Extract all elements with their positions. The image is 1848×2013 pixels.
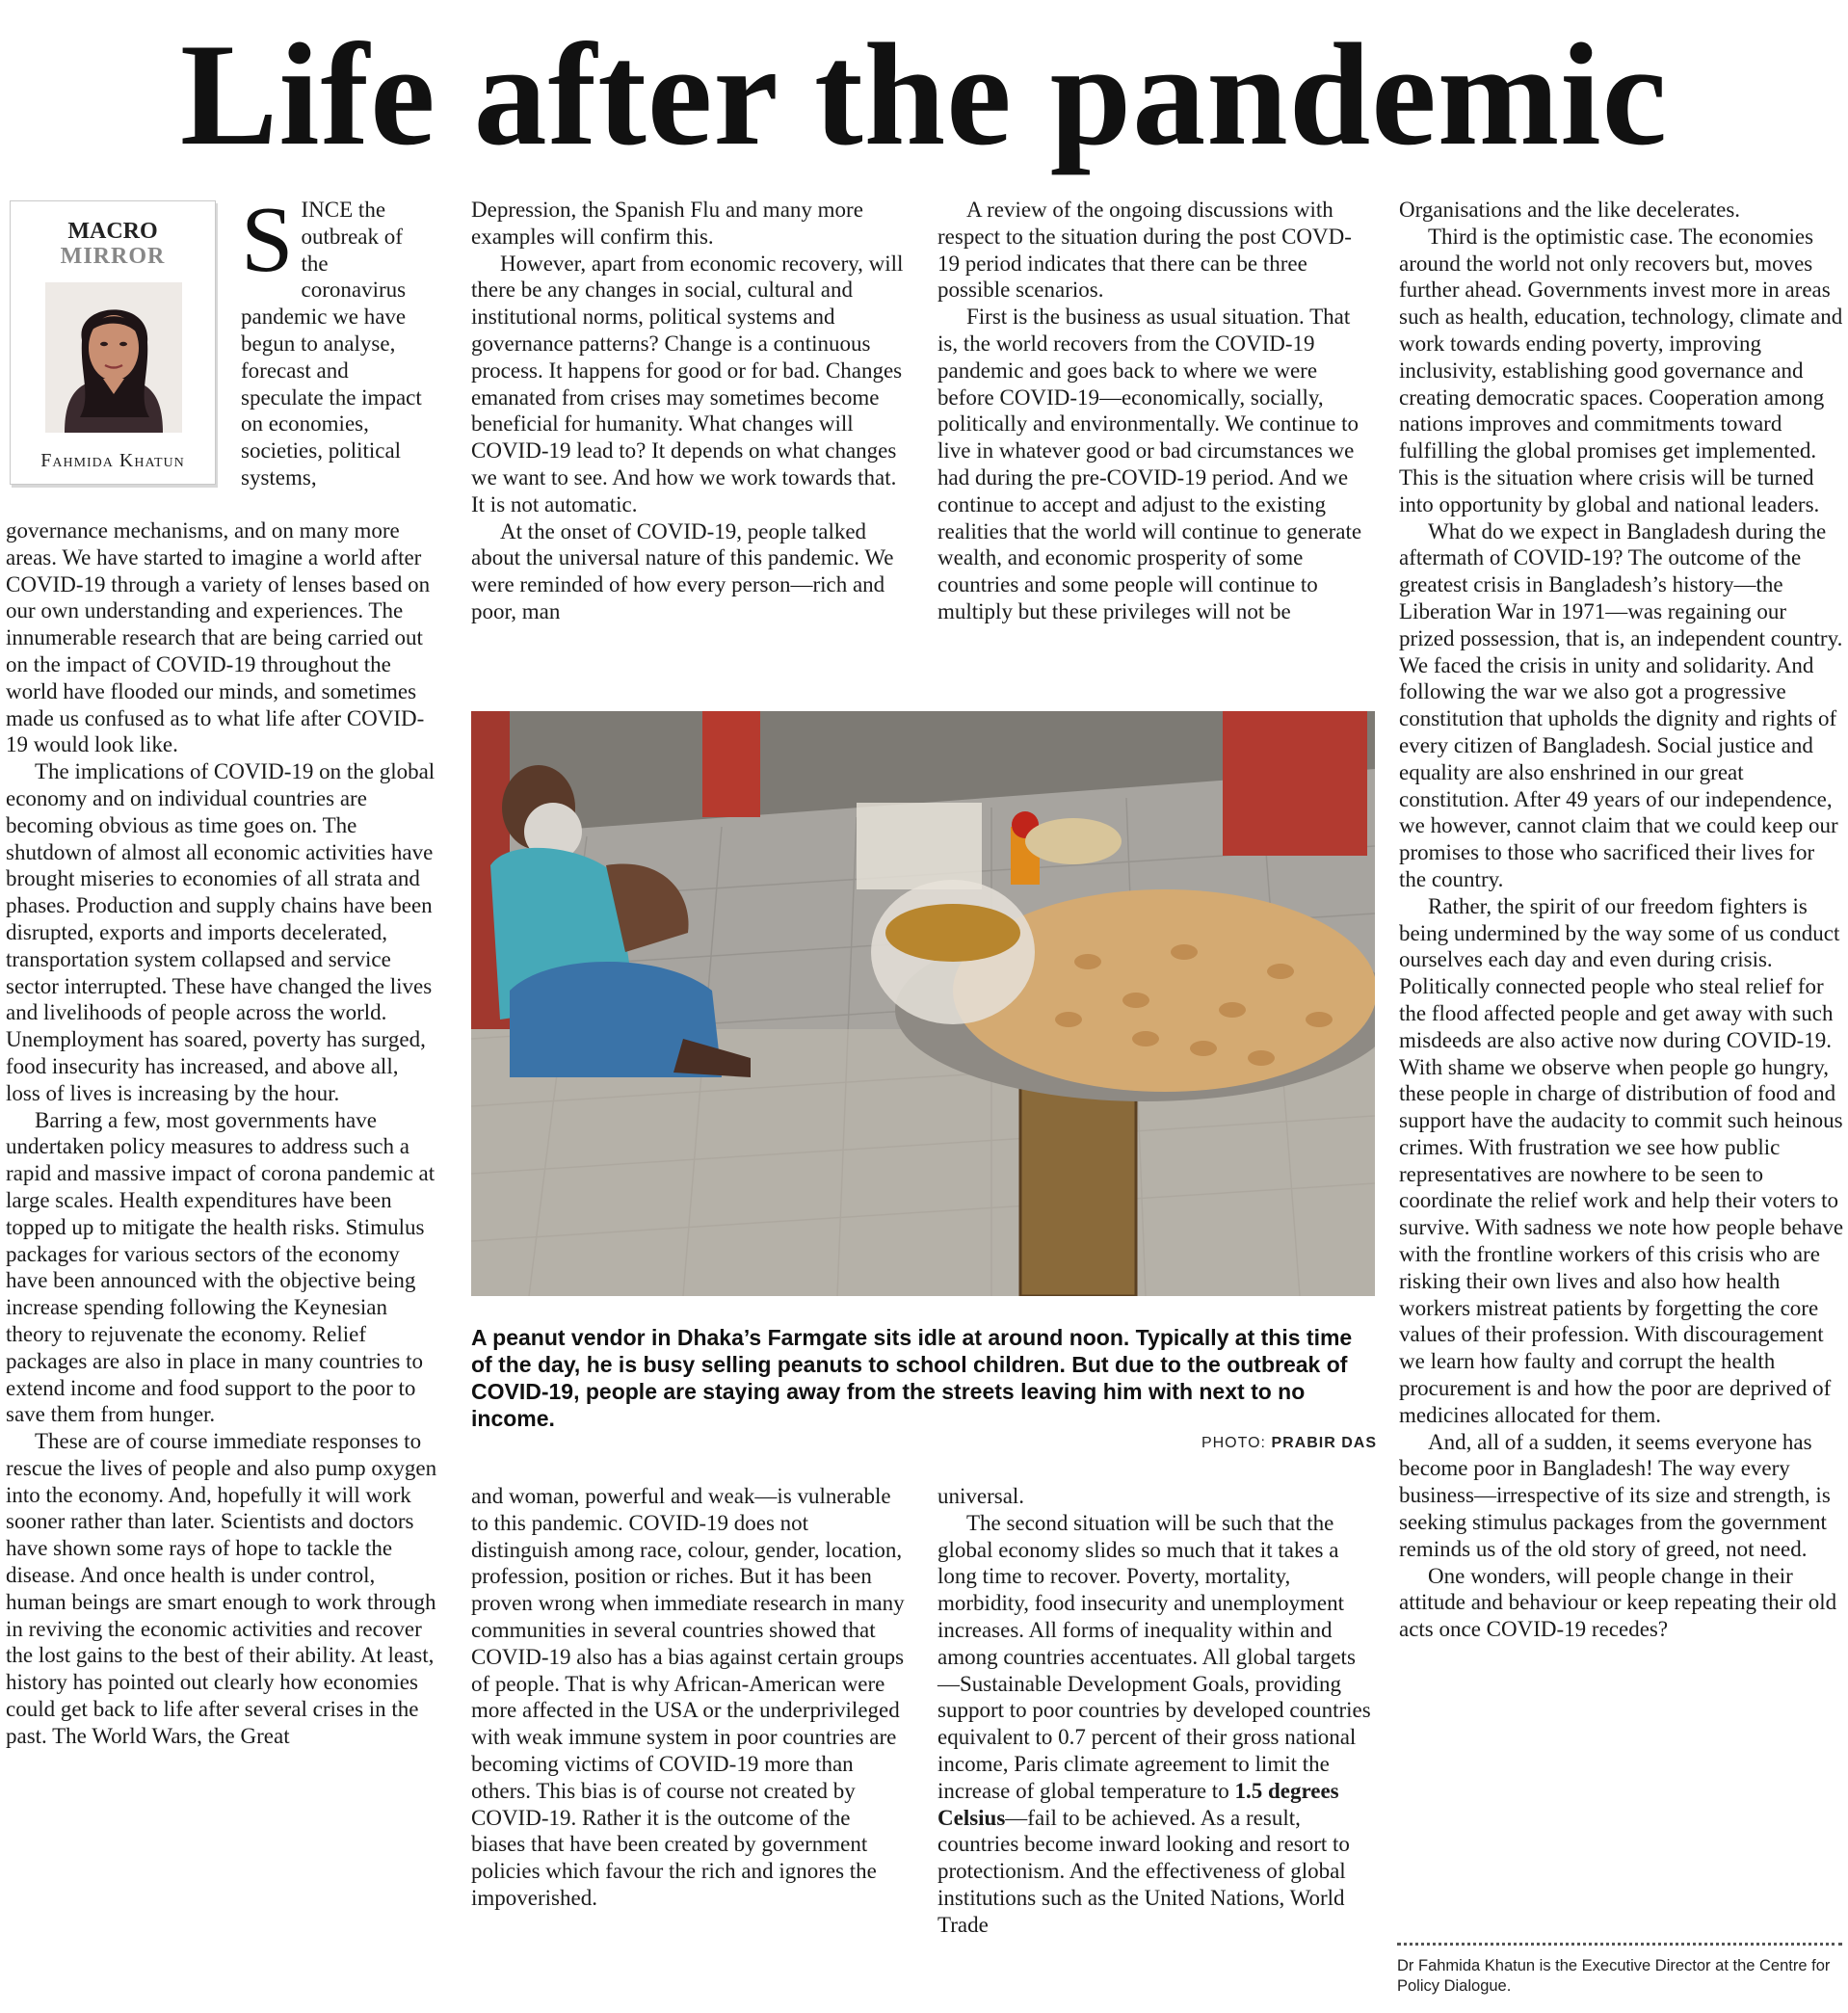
- divider: [1397, 1943, 1842, 1946]
- photo-caption: A peanut vendor in Dhaka’s Farmgate sits idle at around noon. Typically at this time of the day, he is busy selling peanuts to school children. But due to the outbreak of COVID-19, people are staying away from the streets leaving him with next to no income.: [471, 1325, 1353, 1431]
- paragraph: What do we expect in Bangladesh during the aftermath of COVID-19? The outcome of the greatest crisis in Bangladesh’s history—the Liberation War in 1971—was regaining our prized possession, that is, an independent country. We faced the crisis in unity and solidarity. And following the war we also got a progressive constitution that upholds the dignity and rights of every citizen of Bangladesh. Social justice and equality are also enshrined in our great constitution. After 49 years of our independence, we however, cannot claim that we could keep our promises to those who sacrificed their lives for the country.: [1399, 518, 1843, 891]
- photo-credit-name: PRABIR DAS: [1271, 1435, 1377, 1451]
- column-1-intro: [241, 188, 429, 491]
- paragraph: First is the business as usual situation. That is, the world recovers from the COVID-19 pandemic and goes back to where we were before COVID-19—economically, socially, politically and environmentally. We continue to live in whatever good or bad circumstances we had during the pre-COVID-19 period. And we continue to accept and adjust to the existing realities that the world will continue to generate wealth, and economic prosperity of some countries and some people will continue to multiply but these privileges will not be: [937, 305, 1362, 623]
- author-bio: Dr Fahmida Khatun is the Executive Director at the Centre for Policy Dialogue.: [1397, 1957, 1831, 1995]
- photo-credit: [1088, 1435, 1377, 1452]
- column-1: [6, 517, 437, 1750]
- author-portrait: [45, 282, 182, 433]
- drop-cap: S: [241, 188, 294, 292]
- author-name: Fahmida Khatun: [40, 450, 185, 471]
- column-2-top: [471, 197, 905, 625]
- paragraph: Depression, the Spanish Flu and many more examples will confirm this.: [471, 198, 863, 249]
- headline: Life after the pandemic: [179, 13, 1669, 175]
- bold-phrase: 1.5 degrees Celsius: [937, 1778, 1339, 1830]
- paragraph: universal.: [937, 1484, 1025, 1508]
- column-name-line1: MACRO: [67, 219, 158, 244]
- paragraph: Rather, the spirit of our freedom fighters is being undermined by the way some of us conduct ourselves each day and even during crisis. Politically connected people who steal relief for the flood affected people and get away with such misdeeds are also active now during COVID-19. With shame we observe when people go hungry, these people in charge of distribution of food and support have the audacity to commit such heinous crimes. With frustration we see how public representatives are nowhere to be seen to coordinate the relief work and help their voters to survive. With sadness we note how people behave with the frontline workers of this crisis who are risking their own lives and also how health workers mistreat patients by forgetting the core values of their profession. With discouragement we learn how faulty and corrupt the health procurement is and how the poor are deprived of medicines allocated for them.: [1399, 893, 1844, 1427]
- paragraph: Barring a few, most governments have undertaken policy measures to address such a rapid and massive impact of corona pandemic at large scales. Health expenditures have been topped up to mitigate the health risks. Stimulus packages for various sectors of the economy have been announced with the objective being increase spending following the Keynesian theory to rejuvenate the economy. Relief packages are also in place in many countries to extend income and food support to the poor to save them from hunger.: [6, 1107, 436, 1427]
- column-3-top: [937, 197, 1371, 625]
- paragraph: And, all of a sudden, it seems everyone has become poor in Bangladesh! The way every business—irrespective of its size and strength, is seeking stimulus packages from the government reminds us of the old story of greed, not need.: [1399, 1429, 1831, 1561]
- paragraph: Third is the optimistic case. The economies around the world not only recovers but, moves further ahead. Governments invest more in areas such as health, education, technology, climate and work towards ending poverty, improving inclusivity, establishing good governance and creating democratic spaces. Cooperation among nations improves and commitments toward fulfilling the global promises get implemented. This is the situation where crisis will be turned into opportunity by global and national leaders.: [1399, 224, 1843, 516]
- photo-credit-label: PHOTO:: [1201, 1435, 1266, 1451]
- intro-text: INCE the outbreak of the coronavirus pandemic we have begun to analyse, forecast and speculate the impact on economies, societies, political systems,: [241, 198, 422, 490]
- paragraph: The second situation will be such that the global economy slides so much that it takes a long time to recover. Poverty, mortality, morbidity, food insecurity and unemployment increases. All forms of inequality within and among countries accentuates. All global targets—Sustainable Development Goals, providing support to poor countries by developed countries equivalent to 0.7 percent of their gross national income, Paris climate agreement to limit the increase of global temperature to 1.5 degrees Celsius—fail to be achieved. As a result, countries become inward looking and resort to protectionism. And the effectiveness of global institutions such as the United Nations, World Trade: [937, 1510, 1371, 1937]
- paragraph: However, apart from economic recovery, will there be any changes in social, cultural and institutional norms, political systems and governance patterns? Change is a continuous process. It happens for good or for bad. Changes emanated from crises may sometimes become beneficial for humanity. What changes will COVID-19 lead to? It depends on what changes we want to see. And how we work towards that. It is not automatic.: [471, 251, 904, 516]
- peanut-vendor-photo: [471, 711, 1375, 1296]
- paragraph: At the onset of COVID-19, people talked about the universal nature of this pandemic. We were reminded of how every person—rich and poor, man: [471, 518, 894, 623]
- paragraph: governance mechanisms, and on many more areas. We have started to imagine a world after COVID-19 through a variety of lenses based on our own understanding and experiences. The innumerable research that are being carried out on the impact of COVID-19 throughout the world have flooded our minds, and sometimes made us confused as to what life after COVID-19 would look like.: [6, 518, 431, 757]
- column-2-bottom: [471, 1483, 905, 1912]
- paragraph: Organisations and the like decelerates.: [1399, 198, 1741, 222]
- column-name-line2: MIRROR: [60, 244, 166, 269]
- paragraph: and woman, powerful and weak—is vulnerable to this pandemic. COVID-19 does not distinguish among race, colour, gender, location, profession, position or riches. But it has been proven wrong when immediate research in many communities in several countries showed that COVID-19 also has a bias against certain groups of people. That is why African-American were more affected in the USA or the underprivileged with weak immune system in poor countries are becoming victims of COVID-19 more than others. This bias is of course not created by COVID-19. Rather it is the outcome of the biases that have been created by government policies which favour the rich and ignores the impoverished.: [471, 1484, 905, 1910]
- column-3-bottom: [937, 1483, 1371, 1939]
- paragraph: The implications of COVID-19 on the global economy and on individual countries are becoming obvious as time goes on. The shutdown of almost all economic activities have brought miseries to economies of all strata and phases. Production and supply chains have been disrupted, exports and imports decelerated, transportation system collapsed and service sector interrupted. These have changed the lives and livelihoods of people across the world. Unemployment has soared, poverty has surged, food insecurity has increased, and above all, loss of lives is increasing by the hour.: [6, 759, 436, 1105]
- paragraph: A review of the ongoing discussions with respect to the situation during the post COVD-19 period indicates that there can be three possible scenarios.: [937, 198, 1352, 303]
- paragraph: These are of course immediate responses to rescue the lives of people and also pump oxygen into the economy. And, hopefully it will work sooner rather than later. Scientists and doctors have shown some rays of hope to tackle the disease. And once health is under control, human beings are smart enough to work through in reviving the economic activities and recover the lost gains to the best of their ability. At least, history has pointed out clearly how economies could get back to life after several crises in the past. The World Wars, the Great: [6, 1429, 437, 1748]
- paragraph: One wonders, will people change in their attitude and behaviour or keep repeating their old acts once COVID-19 recedes?: [1399, 1563, 1837, 1642]
- column-badge: [10, 200, 216, 485]
- column-4: [1399, 197, 1844, 1643]
